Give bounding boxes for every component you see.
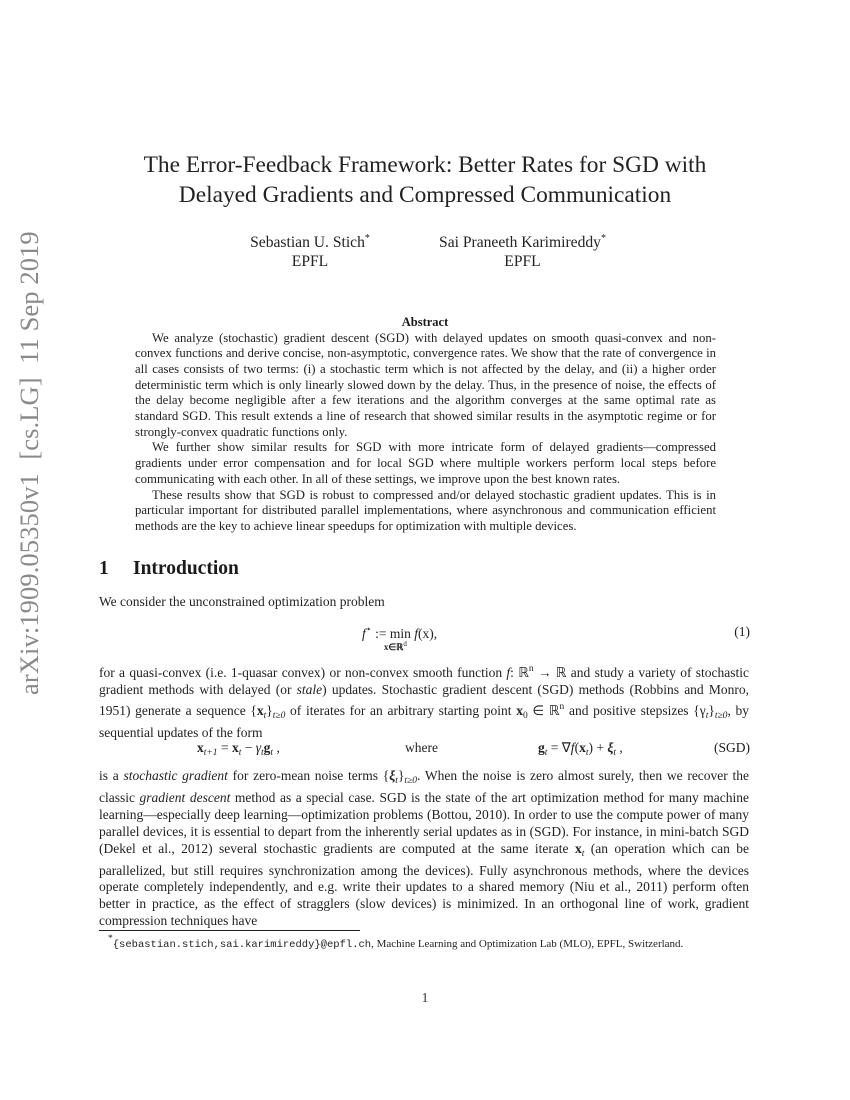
author-name: Sebastian U. Stich: [250, 234, 365, 252]
eq-sub-sup: d: [403, 640, 407, 648]
text: ) updates. Stochastic gradient descent (SGD) methods (Robbins and Monro, 1951) generate a sequence {: [99, 681, 749, 718]
equation-label-sgd: (SGD): [714, 740, 750, 755]
paper-title-line-2: Delayed Gradients and Compressed Communication: [178, 182, 672, 208]
text: of iterates for an arbitrary starting point: [285, 702, 517, 718]
abstract-body: [135, 331, 716, 535]
footnote-mark: *: [600, 233, 606, 244]
eq-min: min: [389, 626, 411, 641]
text: method as a special case. SGD is the state of the art optimization method for many machine learning—especially deep learning—optimization problems (Bottou, 2010). In order to use the compute power of many parallel devices, it is essential to depart from the inherently serial updates as in (SGD). For instance, in mini-batch SGD (Dekel et al., 2012) several stochastic gradients are computed at the same iterate: [99, 789, 749, 856]
math-x0: x: [516, 702, 523, 718]
math-x: x: [574, 840, 582, 856]
text: , by sequential updates of the form: [99, 702, 749, 740]
math-xi: ξ: [389, 768, 396, 783]
eq-f: f: [362, 626, 366, 641]
math-sub: t≥0: [404, 776, 418, 786]
math-sub: t: [395, 776, 398, 786]
text: (an operation which can be parallelized, but still requires synchronization among the devices). Fully asynchronous methods, where the devices operate completely independently, and e.g. write their updates to a shared memory (Niu et al., 2011) perform often better in practice, as the effect of stragglers (slow devices) is minimized. In an orthogonal line of work, gradient compression techniques have: [99, 840, 750, 929]
equation-number-1: (1): [734, 624, 750, 639]
author-1: [220, 229, 400, 271]
math-sub: t≥0: [714, 710, 728, 721]
emph-stochastic-gradient: stochastic gradient: [123, 768, 228, 783]
paper-title-line-1: The Error-Feedback Framework: Better Rates for SGD with: [143, 152, 707, 178]
abstract-paragraph: These results show that SGD is robust to compressed and/or delayed stochastic gradient updates. This is in particular important for distributed parallel implementations, where asynchronous and communication efficient methods are the key to achieve linear speedups for optimization with multiple devices.: [135, 487, 716, 533]
author-affiliation: EPFL: [504, 253, 541, 271]
eq-arg: (x),: [418, 626, 438, 641]
author-name: Sai Praneeth Karimireddy: [439, 234, 601, 252]
eq-f-rhs: f: [414, 626, 418, 641]
math-f: f: [506, 665, 511, 680]
page-number: 1: [421, 990, 429, 1005]
equation-1: [362, 624, 438, 652]
abstract-heading: Abstract: [401, 315, 449, 329]
sgd-equation-right: $g_t = \nabla f(x_t) + \xi_t$ ,: [538, 740, 623, 758]
arxiv-identifier-stamp: arXiv:1909.05350v1 [cs.LG] 11 Sep 2019: [14, 231, 44, 695]
author-affiliation: EPFL: [291, 253, 329, 271]
footnote-emails: {sebastian.stich,sai.karimireddy}@epfl.ch: [112, 939, 372, 951]
eq-sub-text: x∈ℝ: [383, 642, 404, 652]
intro-paragraph-2: [99, 661, 749, 742]
footnote-text: , Machine Learning and Optimization Lab (MLO), EPFL, Switzerland.: [371, 938, 684, 950]
author-2: [420, 229, 625, 271]
math-sup: n: [559, 701, 565, 712]
text: }: [266, 702, 273, 718]
sgd-equation-left: $x_{t+1} = x_t - \gamma_tg_t$ ,: [197, 740, 280, 758]
math-sub: t: [705, 710, 709, 721]
math-sub: t: [581, 848, 585, 859]
emph-gradient-descent: gradient descent: [139, 789, 231, 805]
text: for zero-mean noise terms {: [227, 768, 390, 783]
eq-min-operator: [383, 626, 411, 652]
footnote-divider: [99, 930, 360, 931]
eq-min-subscript: [384, 640, 407, 653]
math-sub: t: [263, 710, 267, 721]
paper-title: [100, 150, 750, 210]
math-sub: t≥0: [272, 710, 286, 721]
text: }: [397, 768, 405, 783]
text: . When the noise is zero almost surely, then we recover the classic: [99, 768, 750, 805]
emph-stale: stale: [296, 681, 323, 697]
footnote: [108, 934, 758, 951]
math-sup: n: [528, 664, 534, 674]
intro-paragraph-3: [99, 768, 749, 930]
eq-star: ⋆: [365, 625, 372, 635]
abstract-paragraph: We further show similar results for SGD with more intricate form of delayed gradients—compressed gradients under error compensation and for local SGD where multiple workers perform local steps before communicating with each other. In all of these settings, we improve upon the best known rates.: [135, 440, 716, 486]
text: ∈ ℝ: [527, 702, 560, 718]
text: }: [708, 702, 715, 718]
section-title: Introduction: [133, 558, 239, 579]
footnote-mark: *: [364, 233, 370, 244]
text: : ℝ: [510, 665, 529, 680]
abstract-paragraph: We analyze (stochastic) gradient descent (SGD) with delayed updates on smooth quasi-convex and non-convex functions and derive concise, non-asymptotic, convergence rates. We show that the rate of convergence in all cases consists of two terms: (i) a stochastic term which is not affected by the delay, and (ii) a higher order deterministic term which is only linearly slowed down by the delay. Thus, in the presence of noise, the effects of the delay become negligible after a few iterations and the algorithm converges at the same optimal rate as standard SGD. This result extends a line of research that showed similar results in the asymptotic regime or for strongly-convex quadratic functions only.: [135, 330, 716, 439]
intro-sentence: We consider the unconstrained optimization problem: [99, 594, 385, 609]
text: is a: [99, 768, 124, 783]
math-sub: 0: [522, 710, 528, 721]
text: and positive stepsizes {γ: [564, 702, 706, 718]
math-x: x: [256, 702, 264, 718]
eq-assign: :=: [371, 626, 390, 641]
section-heading-introduction: [99, 558, 239, 580]
text: for a quasi-convex (i.e. 1-quasar convex) or non-convex smooth function: [99, 665, 507, 680]
section-number: 1: [99, 558, 109, 579]
text: → ℝ and study a variety of stochastic gradient methods with delayed (or: [99, 665, 749, 697]
footnote-mark: *: [108, 934, 113, 944]
sgd-equation-where: where: [405, 740, 438, 755]
